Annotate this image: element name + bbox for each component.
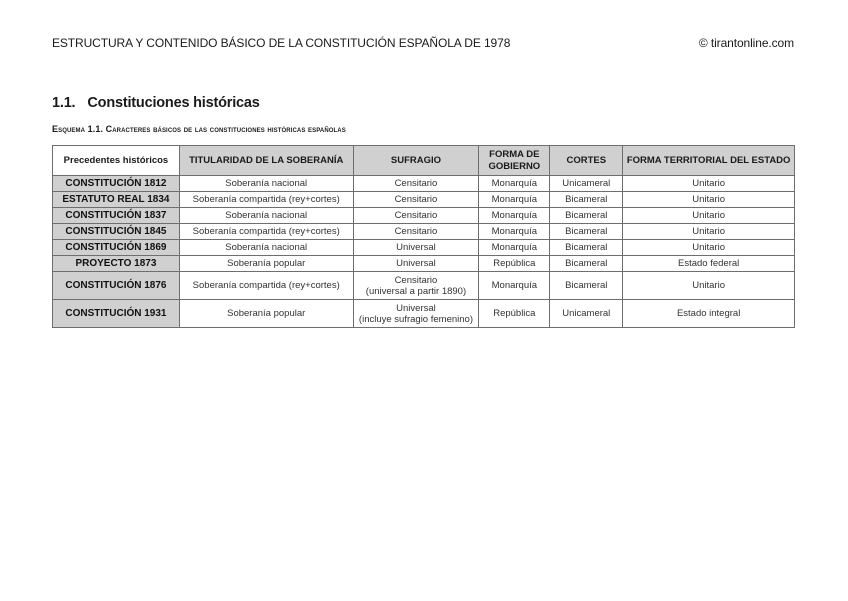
- row-label: CONSTITUCIÓN 1876: [53, 272, 180, 300]
- table-cell: Soberanía compartida (rey+cortes): [179, 272, 353, 300]
- table-cell: Unicameral: [550, 300, 623, 328]
- table-cell: Universal: [353, 240, 479, 256]
- table-cell: Soberanía compartida (rey+cortes): [179, 192, 353, 208]
- table-row: [53, 224, 795, 240]
- table-cell: Bicameral: [550, 208, 623, 224]
- table-cell: Unitario: [623, 192, 795, 208]
- header-title: ESTRUCTURA Y CONTENIDO BÁSICO DE LA CONSTITUCIÓN ESPAÑOLA DE 1978: [52, 36, 511, 50]
- table-cell: Monarquía: [479, 272, 550, 300]
- table-cell: Censitario: [353, 224, 479, 240]
- table-cell: Bicameral: [550, 240, 623, 256]
- table-cell: Censitario: [353, 192, 479, 208]
- table-cell: Monarquía: [479, 224, 550, 240]
- table-cell: Monarquía: [479, 240, 550, 256]
- table-cell: Bicameral: [550, 224, 623, 240]
- table-cell: Unicameral: [550, 176, 623, 192]
- table-row: [53, 256, 795, 272]
- header-copyright: © tirantonline.com: [698, 36, 794, 50]
- table-cell: Universal (incluye sufragio femenino): [353, 300, 479, 328]
- table-cell: Unitario: [623, 240, 795, 256]
- table-cell: Bicameral: [550, 256, 623, 272]
- table-row: [53, 272, 795, 300]
- row-label: CONSTITUCIÓN 1931: [53, 300, 180, 328]
- table-cell: Monarquía: [479, 192, 550, 208]
- table-cell: Bicameral: [550, 272, 623, 300]
- section-heading: [52, 95, 260, 111]
- table-cell: Unitario: [623, 224, 795, 240]
- table-cell: Censitario: [353, 176, 479, 192]
- table-cell: Soberanía nacional: [179, 240, 353, 256]
- table-cell: Censitario (universal a partir 1890): [353, 272, 479, 300]
- table-cell: Monarquía: [479, 208, 550, 224]
- table-cell: Soberanía popular: [179, 256, 353, 272]
- section-title: Constituciones históricas: [87, 95, 260, 111]
- table-header-row: [53, 146, 795, 176]
- column-header: FORMA DE GOBIERNO: [479, 146, 550, 176]
- row-label: PROYECTO 1873: [53, 256, 180, 272]
- row-label: ESTATUTO REAL 1834: [53, 192, 180, 208]
- constitutions-table: [52, 145, 795, 328]
- table-caption: Esquema 1.1. Caracteres básicos de las constituciones históricas españolas: [52, 124, 346, 134]
- table-cell: Soberanía nacional: [179, 176, 353, 192]
- column-header: SUFRAGIO: [353, 146, 479, 176]
- table-cell: Monarquía: [479, 176, 550, 192]
- row-label: CONSTITUCIÓN 1837: [53, 208, 180, 224]
- row-label: CONSTITUCIÓN 1812: [53, 176, 180, 192]
- column-header: CORTES: [550, 146, 623, 176]
- table-row: [53, 192, 795, 208]
- table-cell: Censitario: [353, 208, 479, 224]
- table-row: [53, 208, 795, 224]
- table-cell: Unitario: [623, 272, 795, 300]
- table-cell: Estado integral: [623, 300, 795, 328]
- row-label: CONSTITUCIÓN 1869: [53, 240, 180, 256]
- column-header: TITULARIDAD DE LA SOBERANÍA: [179, 146, 353, 176]
- row-label: CONSTITUCIÓN 1845: [53, 224, 180, 240]
- table-row: [53, 240, 795, 256]
- table-row: [53, 176, 795, 192]
- column-header: Precedentes históricos: [53, 146, 180, 176]
- page-header: [52, 36, 794, 50]
- table-cell: República: [479, 256, 550, 272]
- table-row: [53, 300, 795, 328]
- table-cell: Universal: [353, 256, 479, 272]
- table-cell: Soberanía popular: [179, 300, 353, 328]
- table-cell: República: [479, 300, 550, 328]
- table-cell: Estado federal: [623, 256, 795, 272]
- table-cell: Bicameral: [550, 192, 623, 208]
- table-cell: Soberanía nacional: [179, 208, 353, 224]
- table-cell: Unitario: [623, 176, 795, 192]
- section-number: 1.1.: [52, 95, 76, 111]
- table-cell: Unitario: [623, 208, 795, 224]
- table-cell: Soberanía compartida (rey+cortes): [179, 224, 353, 240]
- column-header: FORMA TERRITORIAL DEL ESTADO: [623, 146, 795, 176]
